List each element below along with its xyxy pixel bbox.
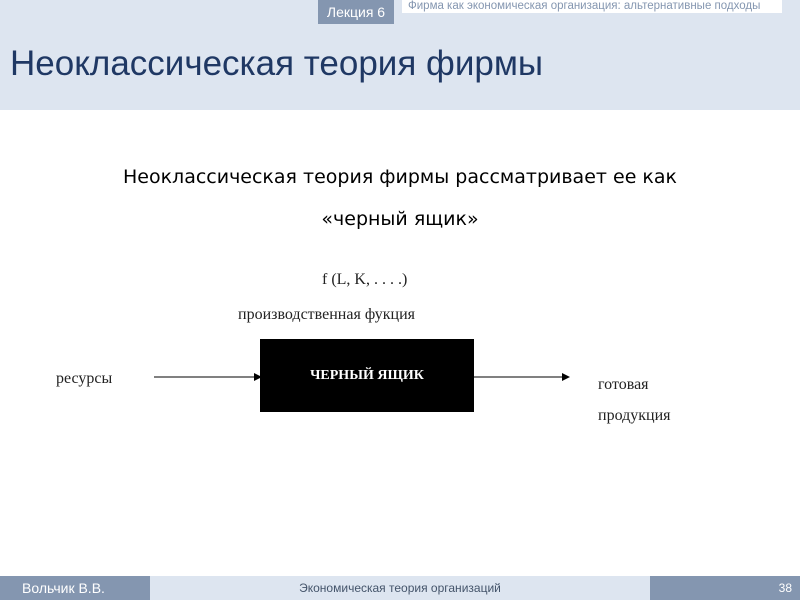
lecture-topic: Фирма как экономическая организация: альтернативные подходы — [402, 0, 782, 13]
production-formula: f (L, K, . . . .) — [322, 271, 408, 288]
lecture-label: Лекция 6 — [318, 0, 394, 24]
intro-text — [80, 156, 720, 240]
footer-course: Экономическая теория организаций — [150, 576, 650, 600]
inputs-label: ресурсы — [56, 370, 113, 387]
output-label — [598, 369, 671, 431]
intro-line-1: Неоклассическая теория фирмы рассматривает ее как — [122, 166, 678, 188]
input-arrow — [154, 371, 264, 383]
output-arrow — [474, 371, 574, 383]
production-function-label: производственная фукция — [238, 306, 416, 323]
intro-line-2: «черный ящик» — [321, 208, 479, 230]
page-number: 38 — [650, 576, 800, 600]
output-line-2: продукция — [598, 407, 671, 424]
output-line-1: готовая — [598, 376, 649, 393]
page-title: Неоклассическая теория фирмы — [10, 44, 544, 83]
black-box: ЧЕРНЫЙ ЯЩИК — [260, 339, 474, 412]
footer-author: Вольчик В.В. — [0, 576, 150, 600]
